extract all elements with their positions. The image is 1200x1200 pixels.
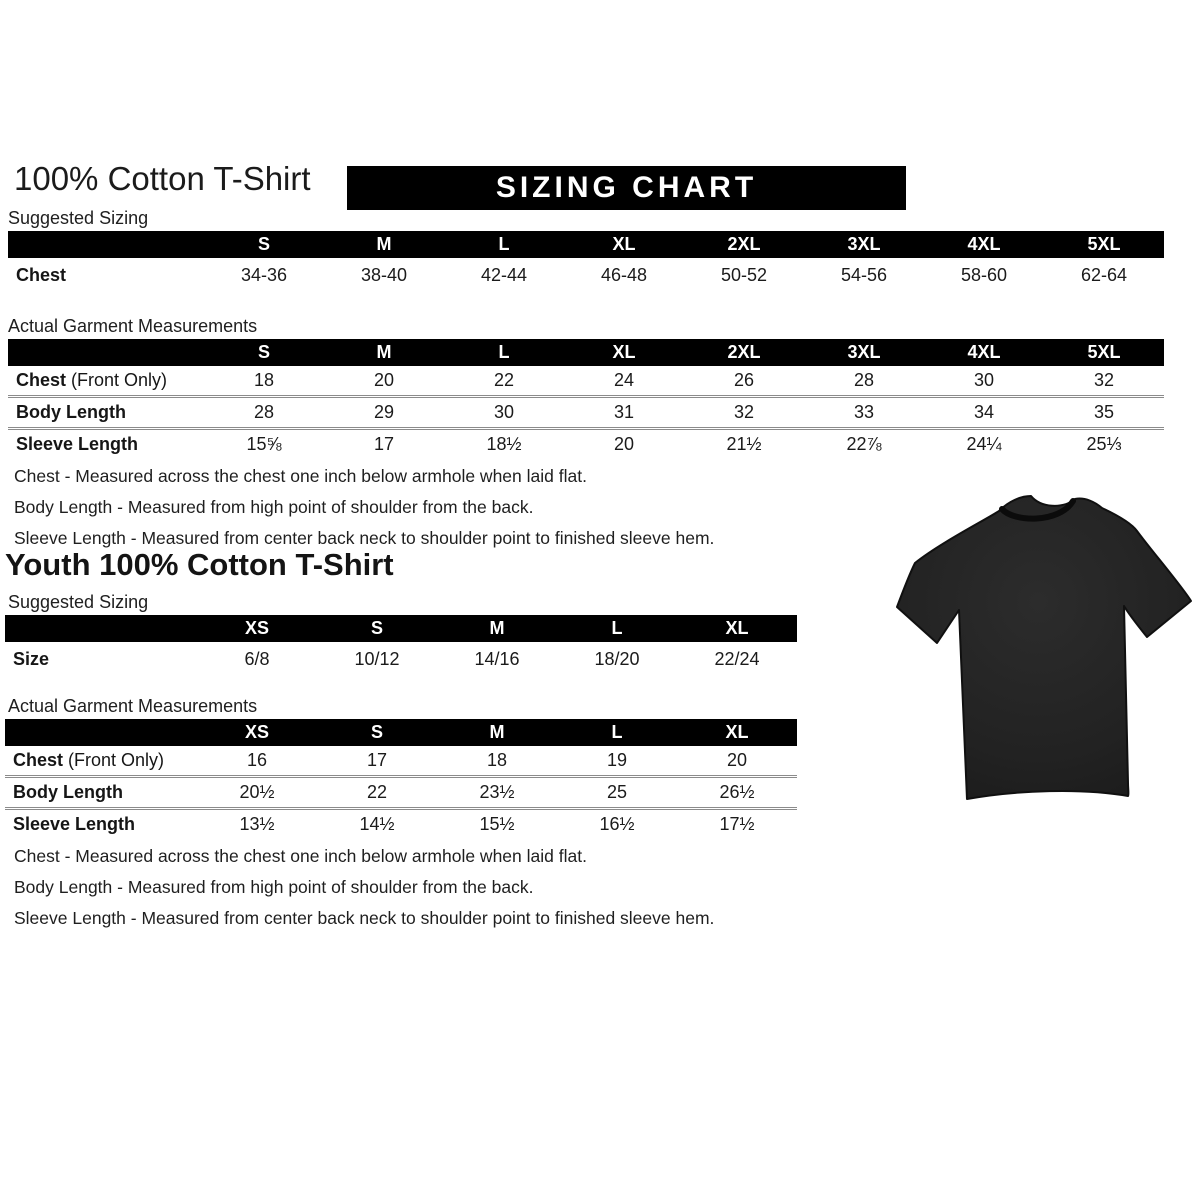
value-cell: 29 bbox=[373, 402, 395, 422]
size-header-xl: XL bbox=[612, 234, 636, 254]
value-cell: 15⅝ bbox=[246, 434, 282, 454]
size-header-xl: XL bbox=[725, 722, 749, 742]
row-label: Chest (Front Only) bbox=[13, 750, 165, 770]
header-spacer-cell bbox=[8, 231, 204, 258]
row-label: Sleeve Length bbox=[13, 814, 136, 834]
value-cell: 10/12 bbox=[354, 649, 400, 669]
value-cell: 54-56 bbox=[840, 265, 888, 285]
value-cell: 30 bbox=[493, 402, 515, 422]
value-cell: 14½ bbox=[359, 814, 395, 834]
size-header-3xl: 3XL bbox=[847, 342, 881, 362]
header-spacer-cell bbox=[8, 339, 204, 366]
adult-garment-measurements-label: Actual Garment Measurements bbox=[8, 316, 258, 336]
value-cell: 16½ bbox=[599, 814, 635, 834]
value-cell: 13½ bbox=[239, 814, 275, 834]
value-cell: 30 bbox=[973, 370, 995, 390]
value-cell: 14/16 bbox=[474, 649, 520, 669]
size-header-2xl: 2XL bbox=[727, 234, 761, 254]
size-header-xs: XS bbox=[244, 618, 269, 638]
row-label: Chest bbox=[16, 265, 67, 285]
value-cell: 33 bbox=[853, 402, 875, 422]
value-cell: 17 bbox=[373, 434, 395, 454]
size-header-m: M bbox=[376, 342, 392, 362]
youth-suggested-sizing-label: Suggested Sizing bbox=[8, 592, 149, 612]
value-cell: 58-60 bbox=[960, 265, 1008, 285]
size-header-l: L bbox=[611, 722, 623, 742]
value-cell: 17 bbox=[366, 750, 388, 770]
value-cell: 24¼ bbox=[966, 434, 1002, 454]
youth-title: Youth 100% Cotton T-Shirt bbox=[5, 547, 394, 582]
value-cell: 35 bbox=[1093, 402, 1115, 422]
adult-sleeve-length-row bbox=[8, 427, 1164, 459]
youth-body-length-row bbox=[5, 775, 797, 807]
youth-suggested-header-row bbox=[5, 615, 797, 642]
size-header-l: L bbox=[498, 234, 510, 254]
youth-suggested-table bbox=[5, 615, 797, 676]
row-label: Size bbox=[13, 649, 50, 669]
value-cell: 20½ bbox=[239, 782, 275, 802]
adult-chest-row bbox=[8, 366, 1164, 395]
youth-measurement-notes bbox=[14, 841, 714, 934]
value-cell: 20 bbox=[726, 750, 748, 770]
sizing-chart-banner-text: SIZING CHART bbox=[495, 171, 758, 204]
value-cell: 22/24 bbox=[714, 649, 760, 669]
value-cell: 20 bbox=[613, 434, 635, 454]
size-header-4xl: 4XL bbox=[967, 342, 1001, 362]
note-sleeve-length: Sleeve Length - Measured from center back neck to shoulder point to finished sleeve hem. bbox=[14, 528, 715, 548]
youth-garment-measurements-label: Actual Garment Measurements bbox=[8, 696, 258, 716]
value-cell: 32 bbox=[1093, 370, 1115, 390]
value-cell: 23½ bbox=[479, 782, 515, 802]
size-header-xl: XL bbox=[725, 618, 749, 638]
value-cell: 26 bbox=[733, 370, 755, 390]
size-header-m: M bbox=[376, 234, 392, 254]
value-cell: 16 bbox=[246, 750, 268, 770]
row-label: Body Length bbox=[16, 402, 126, 422]
header-spacer-cell bbox=[5, 615, 197, 642]
note-chest: Chest - Measured across the chest one inch below armhole when laid flat. bbox=[14, 466, 587, 486]
size-header-2xl: 2XL bbox=[727, 342, 761, 362]
value-cell: 22⅞ bbox=[846, 434, 882, 454]
value-cell: 18 bbox=[486, 750, 508, 770]
size-header-l: L bbox=[498, 342, 510, 362]
size-header-s: S bbox=[257, 234, 270, 254]
value-cell: 31 bbox=[613, 402, 635, 422]
value-cell: 32 bbox=[733, 402, 755, 422]
value-cell: 22 bbox=[493, 370, 515, 390]
row-label: Sleeve Length bbox=[16, 434, 139, 454]
value-cell: 34 bbox=[973, 402, 995, 422]
value-cell: 22 bbox=[366, 782, 388, 802]
page-title: 100% Cotton T-Shirt bbox=[14, 160, 311, 197]
size-header-s: S bbox=[370, 618, 383, 638]
row-label: Chest (Front Only) bbox=[16, 370, 168, 390]
youth-chest-row bbox=[5, 746, 797, 775]
value-cell: 21½ bbox=[726, 434, 762, 454]
row-label: Body Length bbox=[13, 782, 123, 802]
note-chest: Chest - Measured across the chest one inch below armhole when laid flat. bbox=[14, 846, 587, 866]
size-header-m: M bbox=[489, 722, 505, 742]
note-sleeve-length: Sleeve Length - Measured from center back neck to shoulder point to finished sleeve hem. bbox=[14, 908, 715, 928]
value-cell: 18 bbox=[253, 370, 275, 390]
youth-size-row bbox=[5, 642, 797, 676]
value-cell: 28 bbox=[853, 370, 875, 390]
value-cell: 19 bbox=[606, 750, 628, 770]
tshirt-body bbox=[897, 496, 1191, 799]
adult-chest-range-row bbox=[8, 258, 1164, 292]
value-cell: 34-36 bbox=[240, 265, 288, 285]
adult-garment-table bbox=[8, 339, 1164, 459]
value-cell: 62-64 bbox=[1080, 265, 1128, 285]
adult-suggested-header-row bbox=[8, 231, 1164, 258]
value-cell: 24 bbox=[613, 370, 635, 390]
youth-garment-table bbox=[5, 719, 797, 839]
value-cell: 18/20 bbox=[594, 649, 640, 669]
size-header-xs: XS bbox=[244, 722, 269, 742]
note-body-length: Body Length - Measured from high point of shoulder from the back. bbox=[14, 497, 534, 517]
header-spacer-cell bbox=[5, 719, 197, 746]
size-header-3xl: 3XL bbox=[847, 234, 881, 254]
value-cell: 18½ bbox=[486, 434, 522, 454]
size-header-l: L bbox=[611, 618, 623, 638]
size-header-m: M bbox=[489, 618, 505, 638]
sizing-chart-banner bbox=[347, 166, 906, 210]
youth-garment-header-row bbox=[5, 719, 797, 746]
value-cell: 20 bbox=[373, 370, 395, 390]
note-body-length: Body Length - Measured from high point of shoulder from the back. bbox=[14, 877, 534, 897]
adult-measurement-notes bbox=[14, 461, 714, 554]
size-header-s: S bbox=[257, 342, 270, 362]
adult-suggested-sizing-label: Suggested Sizing bbox=[8, 208, 149, 228]
size-header-5xl: 5XL bbox=[1087, 234, 1121, 254]
value-cell: 26½ bbox=[719, 782, 755, 802]
size-header-5xl: 5XL bbox=[1087, 342, 1121, 362]
value-cell: 6/8 bbox=[244, 649, 270, 669]
value-cell: 50-52 bbox=[720, 265, 768, 285]
size-header-4xl: 4XL bbox=[967, 234, 1001, 254]
value-cell: 42-44 bbox=[480, 265, 528, 285]
youth-sleeve-length-row bbox=[5, 807, 797, 839]
black-tshirt-image bbox=[895, 489, 1195, 809]
value-cell: 38-40 bbox=[360, 265, 408, 285]
adult-body-length-row bbox=[8, 395, 1164, 427]
adult-suggested-table bbox=[8, 231, 1164, 292]
value-cell: 17½ bbox=[719, 814, 755, 834]
size-header-s: S bbox=[370, 722, 383, 742]
adult-garment-header-row bbox=[8, 339, 1164, 366]
value-cell: 25 bbox=[606, 782, 628, 802]
value-cell: 28 bbox=[253, 402, 275, 422]
value-cell: 15½ bbox=[479, 814, 515, 834]
value-cell: 46-48 bbox=[600, 265, 648, 285]
value-cell: 25⅓ bbox=[1086, 434, 1122, 454]
size-header-xl: XL bbox=[612, 342, 636, 362]
